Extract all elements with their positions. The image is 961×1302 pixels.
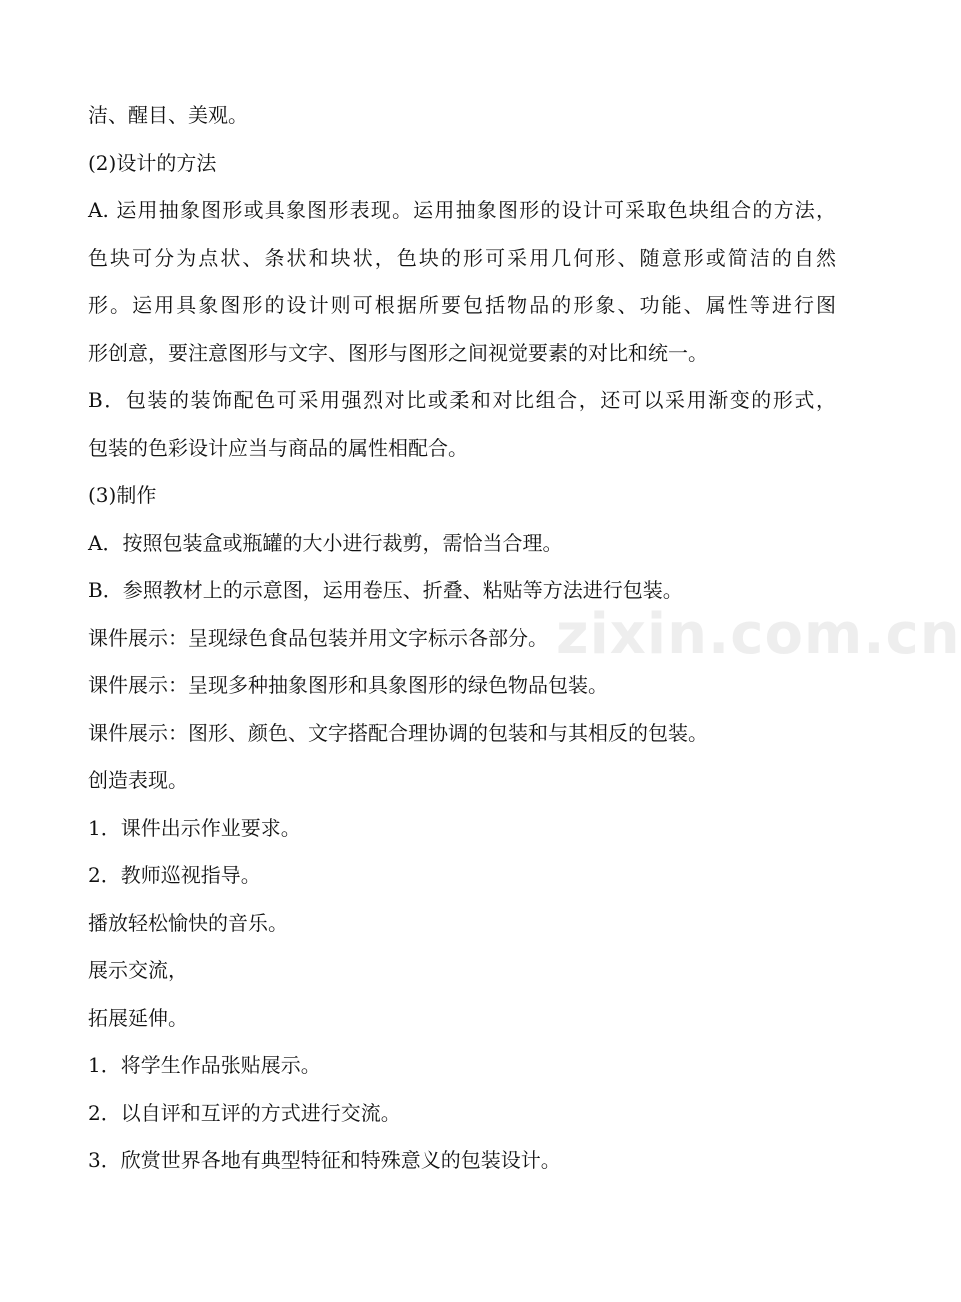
text-line-4: 色块可分为点状、条状和块状，色块的形可采用几何形、随意形或简洁的自然 — [88, 245, 836, 270]
text-line-16: 1．课件出示作业要求。 — [88, 815, 301, 840]
text-line-5: 形。运用具象图形的设计则可根据所要包括物品的形象、功能、属性等进行图 — [88, 293, 836, 317]
text-line-17: 2．教师巡视指导。 — [88, 863, 261, 887]
text-line-8: 包装的色彩设计应当与商品的属性相配合。 — [88, 435, 468, 460]
text-line-10: A．按照包装盒或瓶罐的大小进行裁剪，需恰当合理。 — [88, 530, 563, 555]
section-heading-production: (3)制作 — [88, 483, 157, 507]
text-line-11: B．参照教材上的示意图，运用卷压、折叠、粘贴等方法进行包装。 — [88, 578, 683, 602]
text-line-19: 展示交流， — [88, 958, 188, 982]
text-line-1: 洁、醒目、美观。 — [88, 103, 248, 127]
text-line-7: B．包装的装饰配色可采用强烈对比或柔和对比组合，还可以采用渐变的形式， — [88, 388, 836, 412]
text-line-6: 形创意，要注意图形与文字、图形与图形之间视觉要素的对比和统一。 — [88, 340, 708, 365]
text-line-20: 拓展延伸。 — [88, 1005, 188, 1030]
text-line-18: 播放轻松愉快的音乐。 — [88, 910, 288, 935]
watermark: zixin.com.cn — [556, 602, 961, 667]
text-line-15: 创造表现。 — [88, 768, 188, 792]
text-line-3: A. 运用抽象图形或具象图形表现。运用抽象图形的设计可采取色块组合的方法， — [88, 198, 836, 222]
text-line-12: 课件展示：呈现绿色食品包装并用文字标示各部分。 — [88, 625, 548, 650]
text-line-23: 3．欣赏世界各地有典型特征和特殊意义的包装设计。 — [88, 1148, 561, 1172]
text-line-21: 1．将学生作品张贴展示。 — [88, 1053, 321, 1077]
text-line-14: 课件展示：图形、颜色、文字搭配合理协调的包装和与其相反的包装。 — [88, 720, 708, 745]
text-line-22: 2．以自评和互评的方式进行交流。 — [88, 1100, 401, 1125]
text-line-13: 课件展示：呈现多种抽象图形和具象图形的绿色物品包装。 — [88, 673, 608, 697]
section-heading-design-method: (2)设计的方法 — [88, 150, 217, 175]
